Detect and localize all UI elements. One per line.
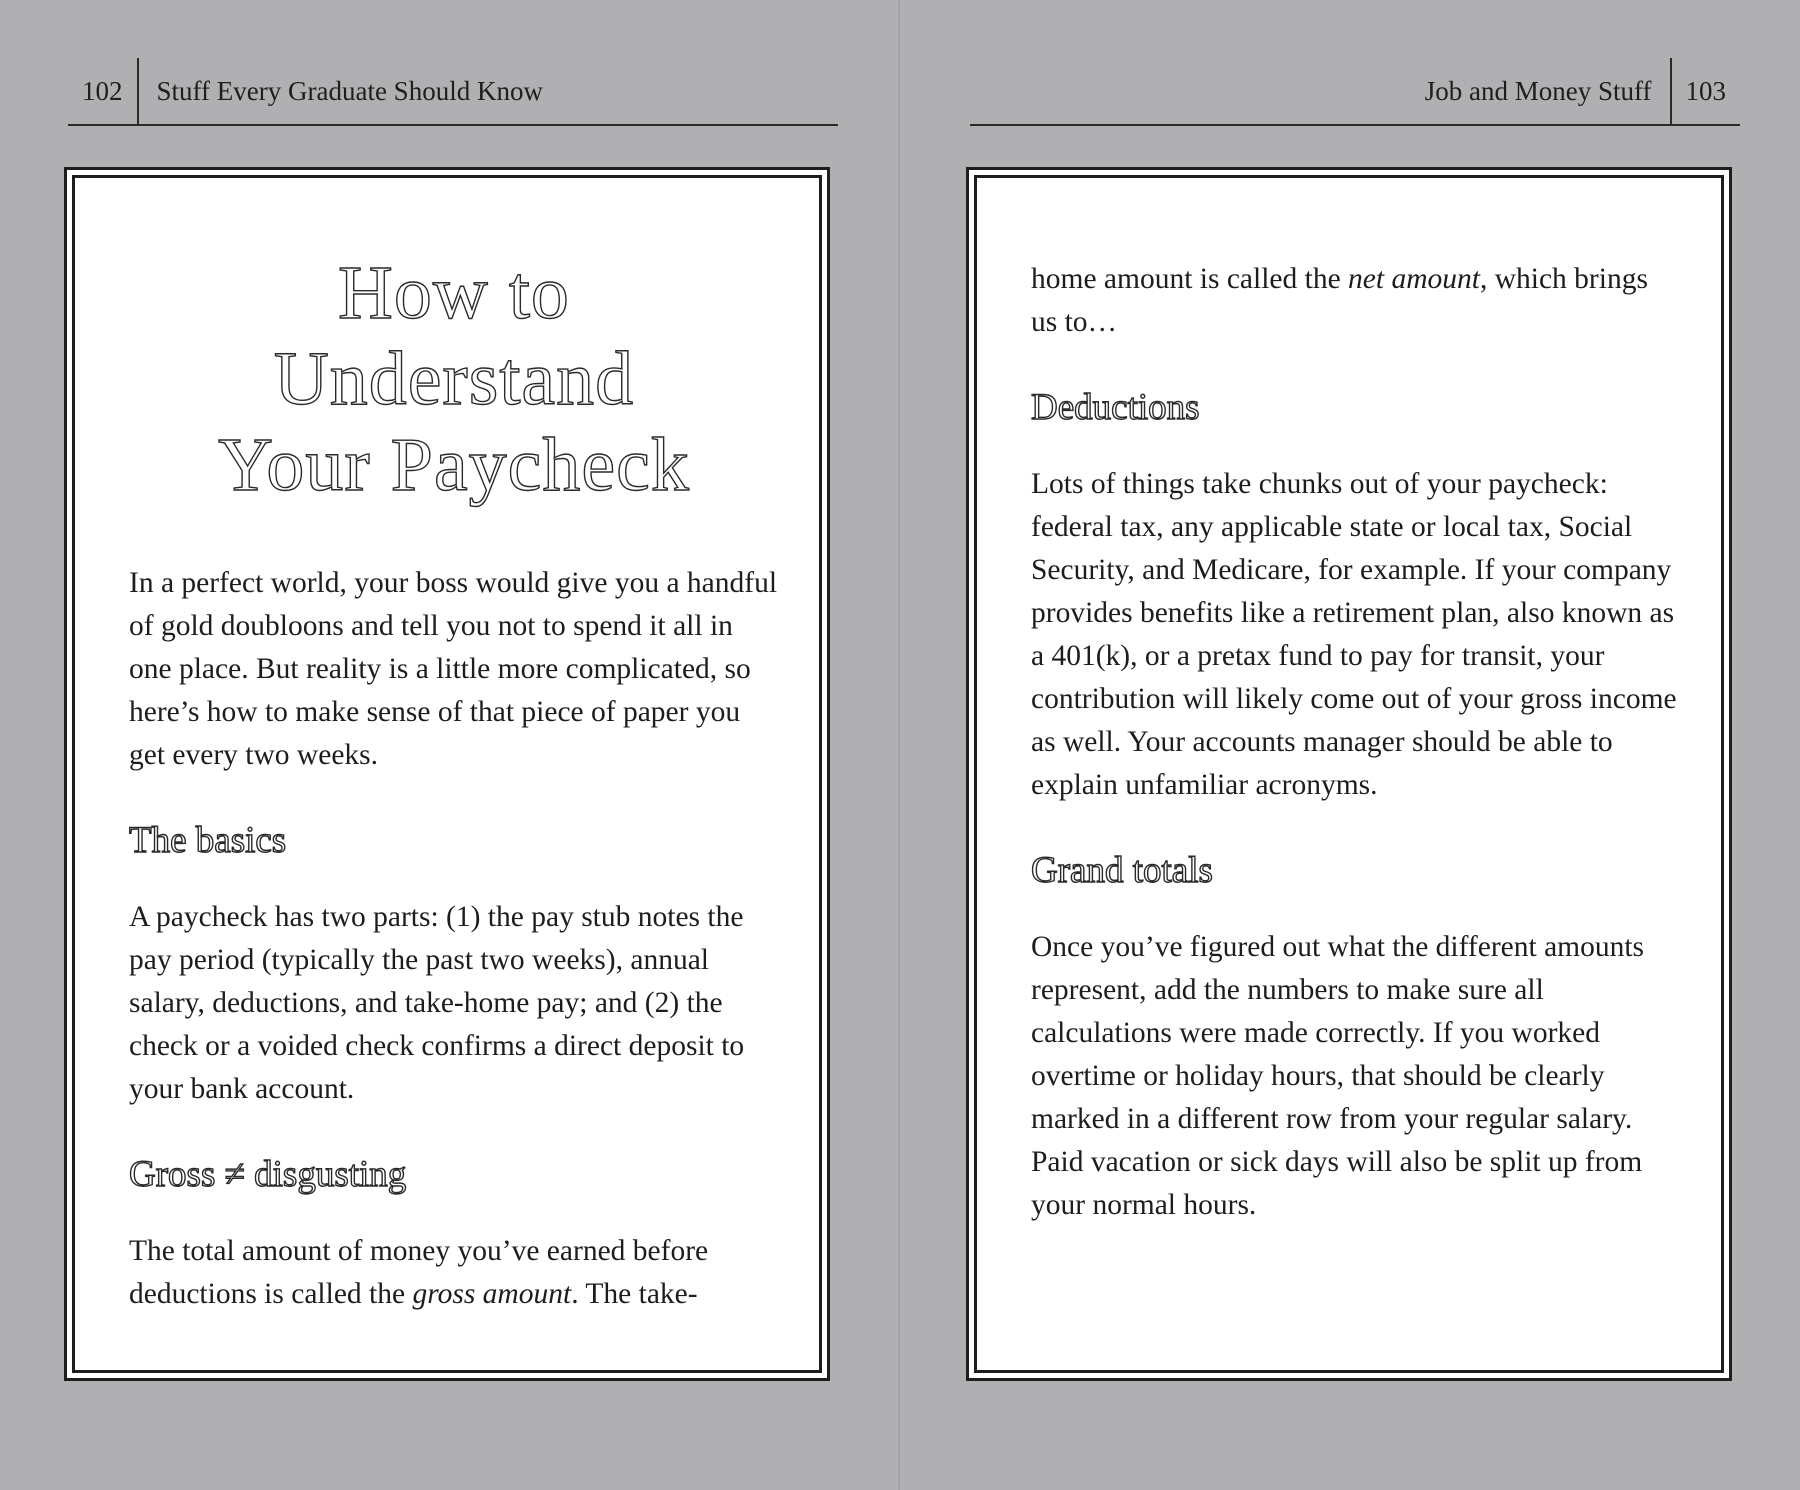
left-page-content <box>129 250 779 1316</box>
chapter-title-line-1: How to <box>338 251 570 335</box>
basics-paragraph: A paycheck has two parts: (1) the pay stub notes the pay period (typically the past two weeks), annual salary, deductions, and take-home pay; and (2) the check or a voided check confirms a direct deposit to your bank account. <box>129 901 745 1105</box>
right-page-content <box>1031 258 1681 1227</box>
gross-text-before: The total amount of money you’ve earned before deductions is called the <box>129 1235 709 1310</box>
right-page <box>900 0 1798 1490</box>
grand-totals-paragraph: Once you’ve figured out what the different amounts represent, add the numbers to make sure all calculations were made correctly. If you worked overtime or holiday hours, that should be clearly marked in a different row from your regular salary. Paid vacation or sick days will also be split up from your normal hours. <box>1031 931 1645 1221</box>
left-running-header <box>68 58 838 126</box>
gross-paragraph <box>129 1230 779 1316</box>
right-page-frame-inner <box>974 175 1724 1373</box>
right-running-header <box>970 58 1740 126</box>
section-heading-grand-totals: Grand totals <box>1031 850 1213 891</box>
left-page <box>0 0 898 1490</box>
gross-amount-term: gross amount <box>412 1278 572 1310</box>
left-page-frame <box>64 167 830 1381</box>
section-heading-basics: The basics <box>129 820 287 861</box>
continued-text-before: home amount is called the <box>1031 263 1349 295</box>
continued-paragraph <box>1031 258 1681 344</box>
running-title-right: Job and Money Stuff <box>1424 76 1652 106</box>
right-page-frame <box>966 167 1732 1381</box>
intro-paragraph: In a perfect world, your boss would give you a handful of gold doubloons and tell you not to spend it all in one place. But reality is a little more complicated, so here’s how to make sense of that piece of paper you get every two weeks. <box>129 567 778 771</box>
page-number-right: 103 <box>1685 76 1726 106</box>
chapter-title-line-2: Understand <box>273 337 635 421</box>
left-page-frame-inner <box>72 175 822 1373</box>
deductions-paragraph: Lots of things take chunks out of your paycheck: federal tax, any applicable state or local tax, Social Security, and Medicare, for example. If your company provides benefits like a retirement plan, also known as a 401(k), or a pretax fund to pay for transit, your contribution will likely come out of your gross income as well. Your accounts manager should be able to explain unfamiliar acronyms. <box>1031 468 1677 801</box>
section-heading-deductions: Deductions <box>1031 387 1200 428</box>
page-number-left: 102 <box>82 76 123 106</box>
chapter-title-line-3: Your Paycheck <box>218 423 690 507</box>
net-amount-term: net amount <box>1348 263 1480 295</box>
continued-text-after: , which brings us to… <box>1031 263 1648 338</box>
gross-text-after: . The take- <box>571 1278 698 1310</box>
section-heading-gross: Gross ≠ disgusting <box>129 1154 407 1195</box>
chapter-title <box>129 250 779 508</box>
running-title-left: Stuff Every Graduate Should Know <box>156 76 543 106</box>
